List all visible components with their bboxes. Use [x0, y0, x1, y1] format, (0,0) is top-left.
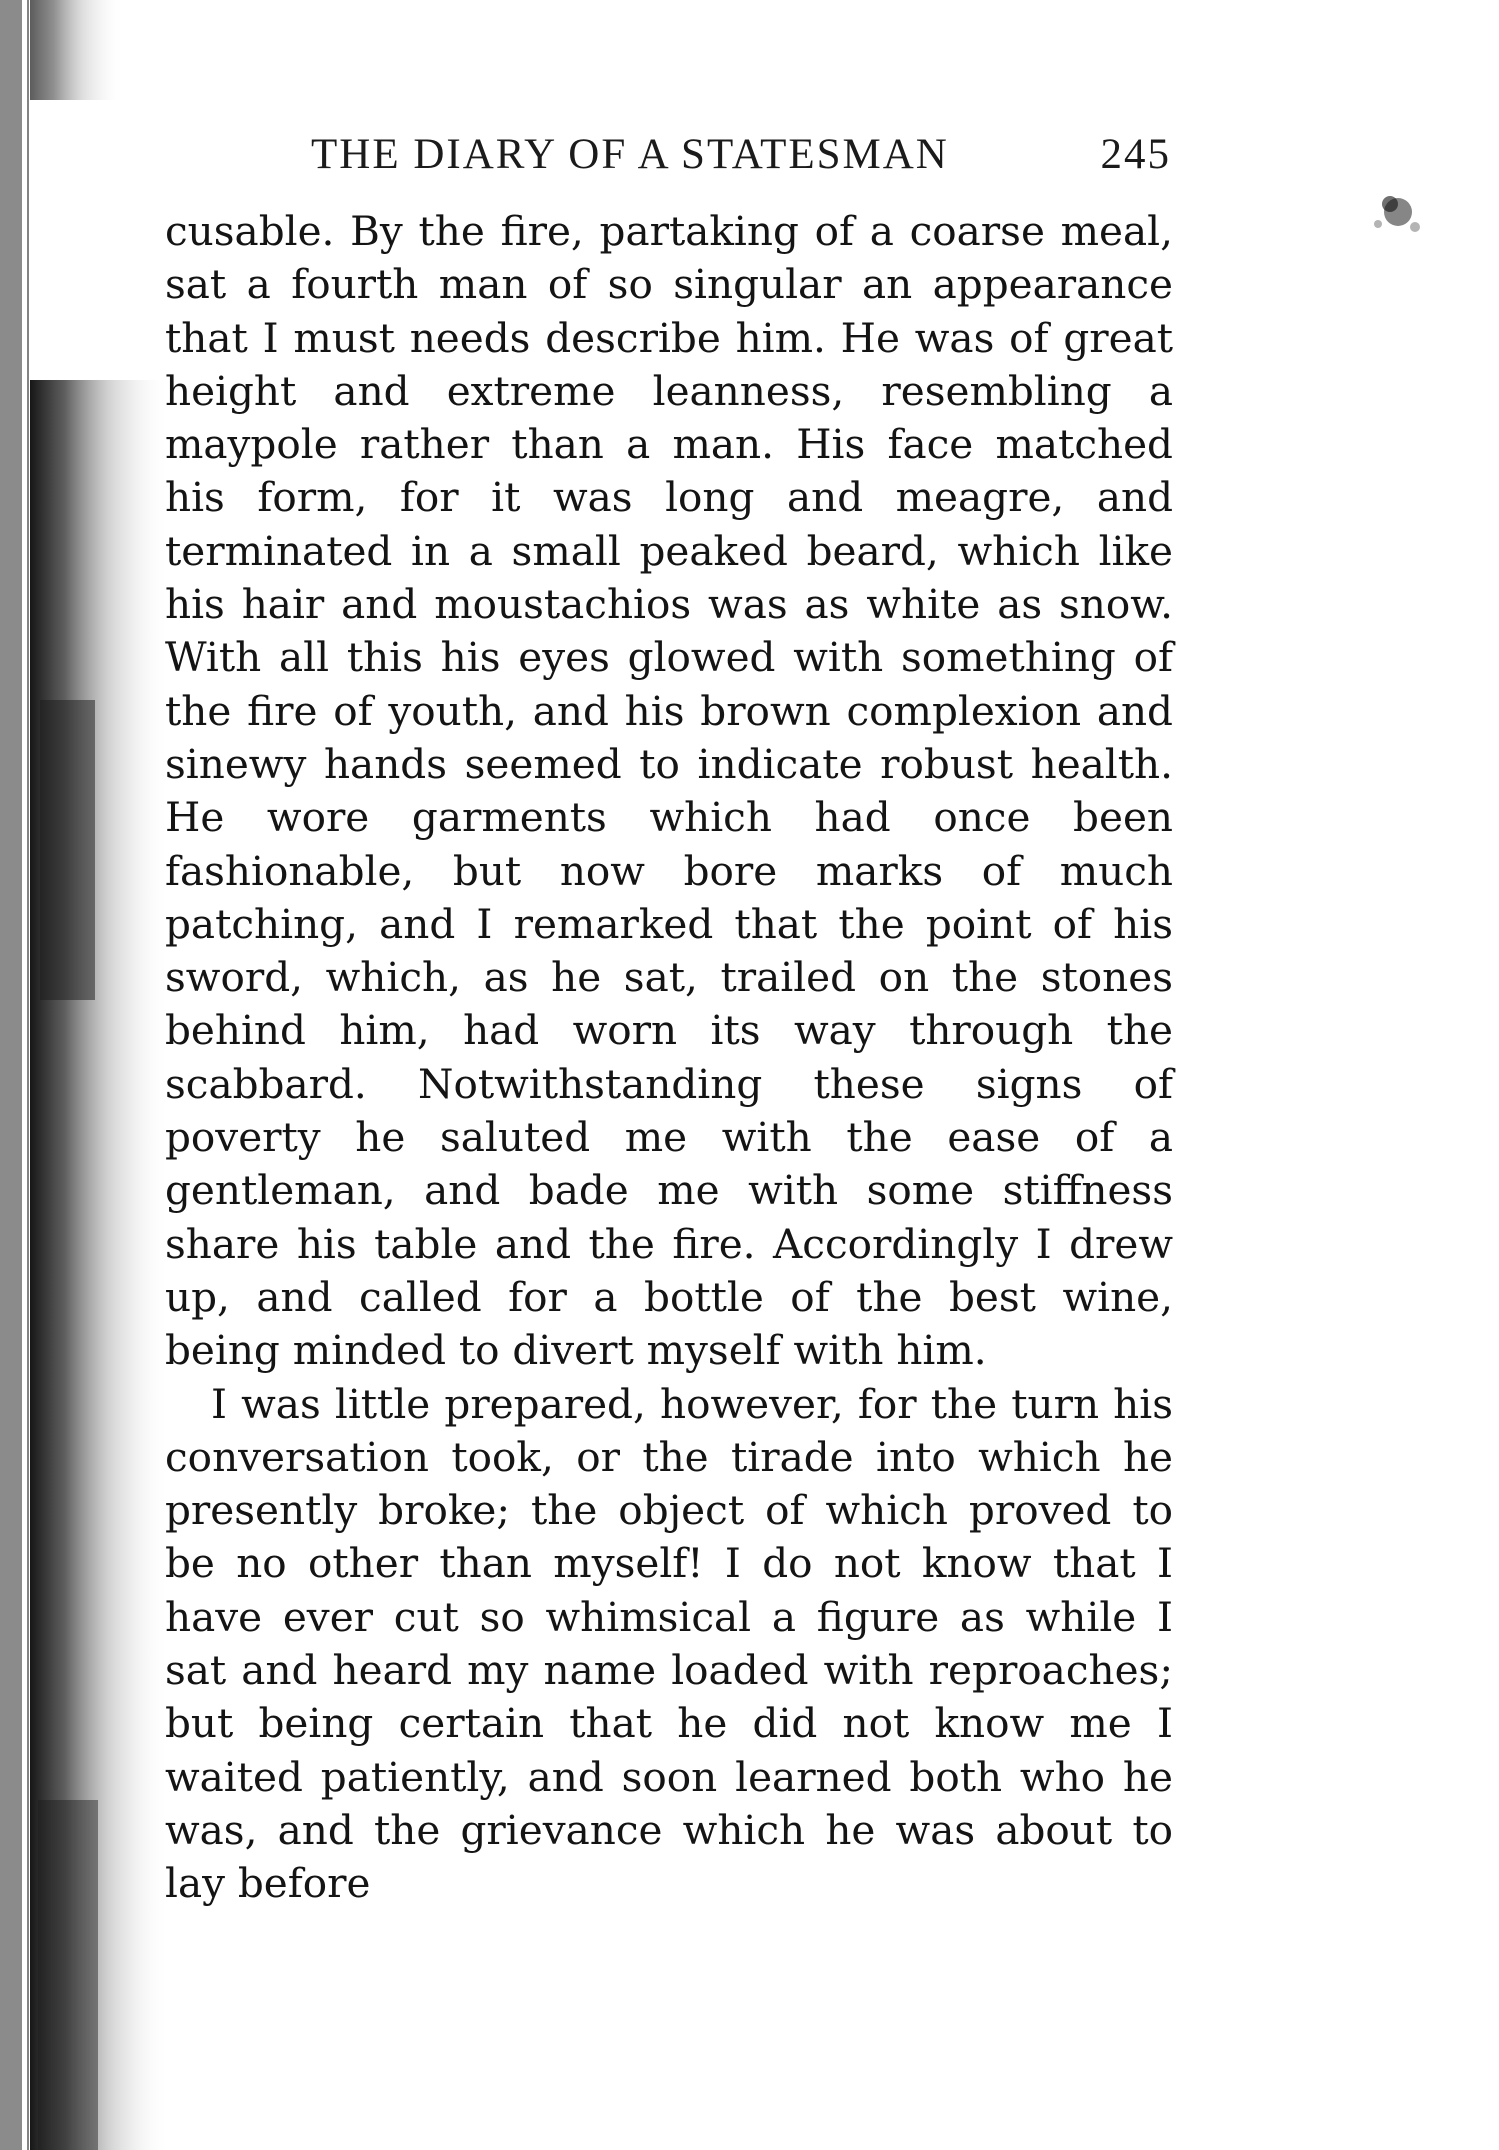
binding-gutter-shadow: [0, 0, 175, 2150]
page-header: [311, 130, 1171, 186]
running-title: THE DIARY OF A STATESMAN: [311, 131, 949, 178]
paragraph-continued: cusable. By the fire, partaking of a coarse meal, sat a fourth man of so singular an appearance that I must needs describe him. He was of great height and extreme leanness, resembling a maypole rather than a man. His face matched his form, for it was long and meagre, and terminated in a small peaked beard, which like his hair and moustachios was as white as snow. With all this his eyes glowed with something of the fire of youth, and his brown complexion and sinewy hands seemed to indicate robust health. He wore garments which had once been fashionable, but now bore marks of much patching, and I remarked that the point of his sword, which, as he sat, trailed on the stones behind him, had worn its way through the scabbard. Notwithstanding these signs of poverty he saluted me with the ease of a gentleman, and bade me with some stiffness share his table and the fire. Accordingly I drew up, and called for a bottle of the best wine, being minded to divert myself with him.: [165, 207, 1173, 1375]
body-text: [165, 205, 1173, 1911]
page-number: 245: [1100, 131, 1171, 178]
paragraph: I was little prepared, however, for the turn his conversation took, or the tirade into which he presently broke; the object of which proved to be no other than myself! I do not know that I have ever cut so whimsical a figure as while I sat and heard my name loaded with reproaches; but being certain that he did not know me I waited patiently, and soon learned both who he was, and the grievance which he was about to lay before: [165, 1379, 1173, 1908]
scan-speck: [1320, 182, 1460, 272]
